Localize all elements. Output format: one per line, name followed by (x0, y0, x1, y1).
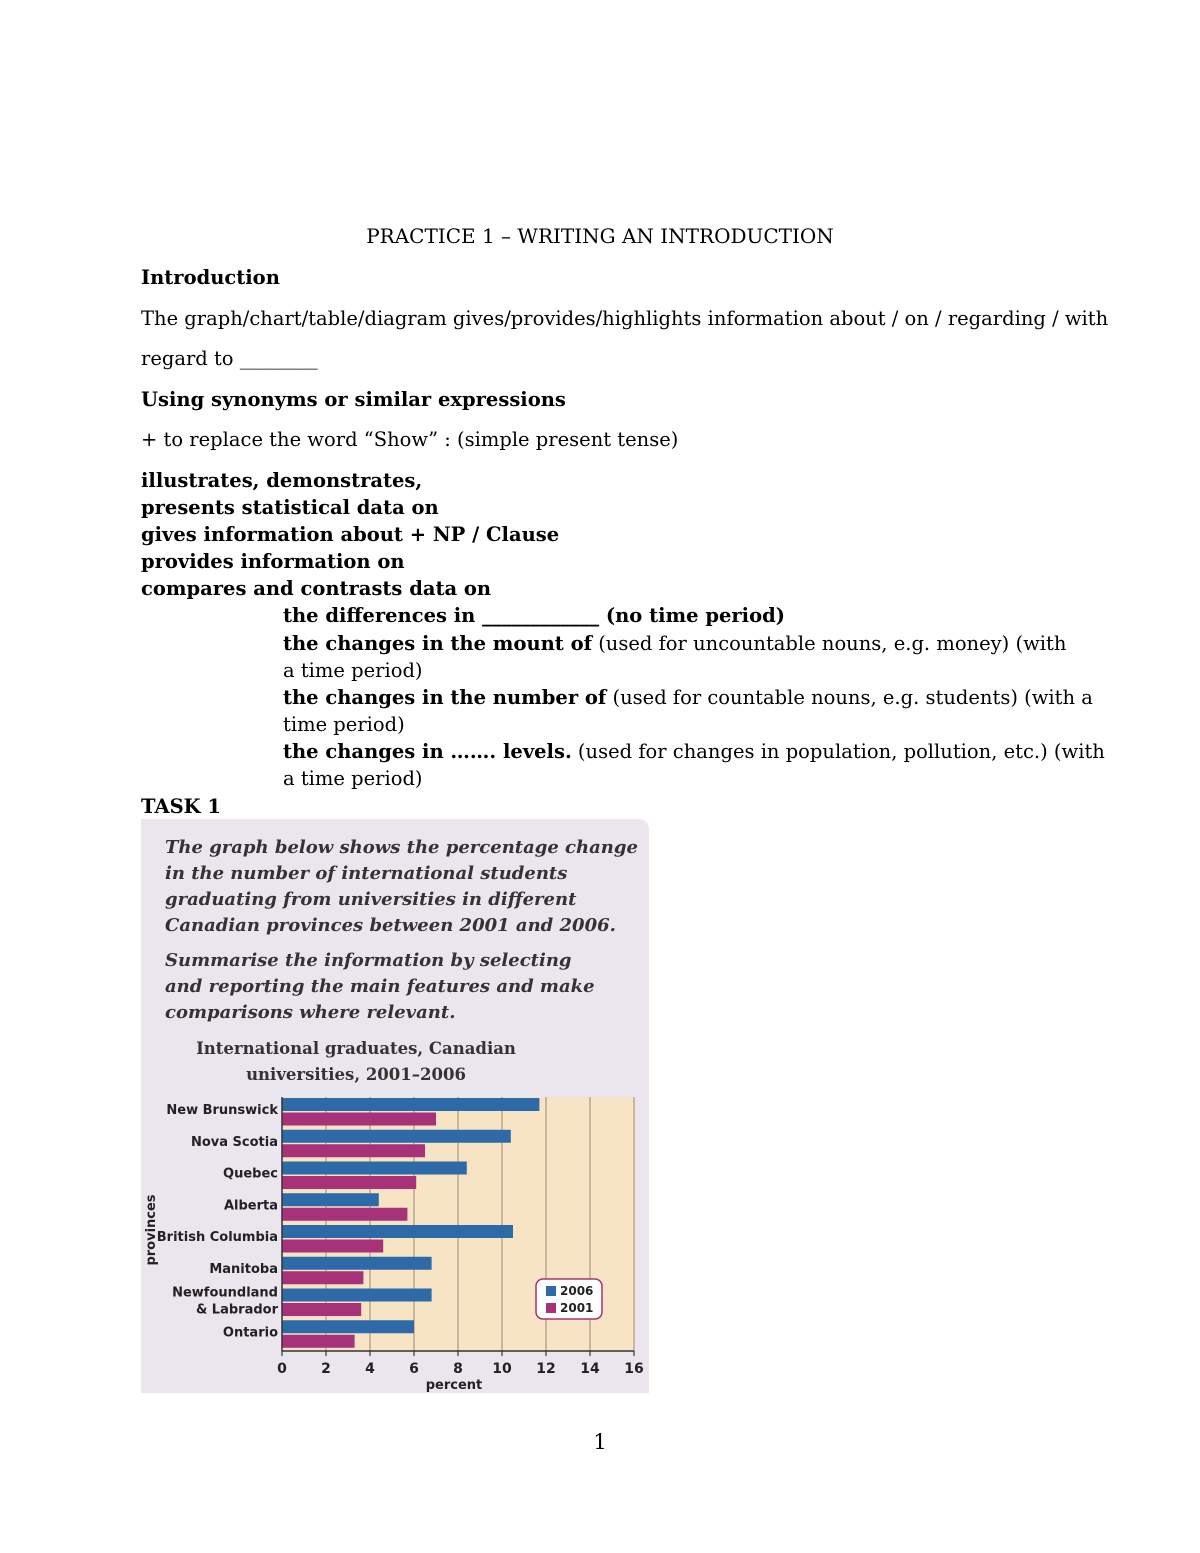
bar-2001 (282, 1303, 361, 1316)
category-label: Manitoba (209, 1261, 278, 1277)
sub-item-bold: the differences in ____________ (no time period) (283, 604, 785, 627)
sub-item-bold: the changes in the mount of (283, 632, 592, 655)
bar-2006 (282, 1257, 432, 1270)
legend-swatch (546, 1303, 556, 1313)
x-tick-label: 12 (536, 1361, 556, 1377)
sub-item-cont: a time period) (283, 767, 423, 790)
sub-item-cont: time period) (283, 713, 405, 736)
bar-2001 (282, 1113, 436, 1126)
bar-2001 (282, 1335, 355, 1348)
x-tick-label: 4 (365, 1361, 375, 1377)
page-number: 1 (593, 1430, 607, 1454)
page-title: PRACTICE 1 – WRITING AN INTRODUCTION (366, 224, 834, 248)
task-prompt-line: graduating from universities in different (165, 889, 577, 910)
synonyms-heading: Using synonyms or similar expressions (141, 388, 566, 411)
category-label: Quebec (223, 1166, 278, 1182)
intro-heading: Introduction (141, 266, 280, 289)
x-tick-label: 8 (453, 1361, 463, 1377)
bar-2006 (282, 1225, 513, 1238)
category-label: Alberta (223, 1198, 278, 1214)
legend-label: 2006 (560, 1284, 594, 1298)
sub-item (283, 604, 785, 627)
bar-2001 (282, 1271, 363, 1284)
task-prompt-line: in the number of international students (165, 863, 568, 884)
x-tick-label: 16 (624, 1361, 644, 1377)
sub-item (283, 686, 1093, 709)
bar-2006 (282, 1320, 414, 1333)
task-prompt-line: comparisons where relevant. (165, 1002, 456, 1023)
y-axis-label: provinces (144, 1194, 159, 1266)
intro-line-2: regard to ________ (141, 347, 318, 370)
phrase-item: presents statistical data on (141, 496, 439, 519)
chart-title-line: universities, 2001–2006 (246, 1065, 466, 1084)
sub-item (283, 740, 1105, 763)
sub-item-rest: (used for changes in population, pollution, etc.) (with (571, 740, 1105, 763)
task-prompt-line: Summarise the information by selecting (165, 950, 572, 971)
bar-2006 (282, 1289, 432, 1302)
task-prompt-line: Canadian provinces between 2001 and 2006. (165, 915, 616, 936)
category-label: Newfoundland (172, 1285, 278, 1301)
phrase-item: gives information about + NP / Clause (141, 523, 560, 546)
x-tick-label: 6 (409, 1361, 419, 1377)
bar-2006 (282, 1193, 379, 1206)
phrase-item: compares and contrasts data on (141, 577, 492, 600)
sub-item (283, 632, 1066, 655)
category-label: British Columbia (156, 1230, 278, 1245)
sub-item-rest: (used for countable nouns, e.g. students) (with a (606, 686, 1093, 709)
bar-2006 (282, 1130, 511, 1143)
sub-item-bold: the changes in the number of (283, 686, 607, 709)
x-tick-label: 2 (321, 1361, 331, 1377)
category-label: & Labrador (195, 1302, 278, 1318)
replace-line: + to replace the word “Show” : (simple present tense) (141, 428, 679, 451)
bar-2006 (282, 1098, 539, 1111)
sub-item-bold: the changes in ……. levels. (283, 740, 572, 763)
bar-2006 (282, 1162, 467, 1175)
bar-2001 (282, 1144, 425, 1157)
intro-line-1: The graph/chart/table/diagram gives/provides/highlights information about / on / regarding / with (141, 307, 1109, 330)
legend-label: 2001 (560, 1301, 594, 1315)
chart-title-line: International graduates, Canadian (196, 1039, 516, 1058)
legend-swatch (546, 1286, 556, 1296)
task-image (141, 819, 649, 1393)
task-prompt-line: and reporting the main features and make (165, 976, 595, 997)
phrase-item: illustrates, demonstrates, (141, 469, 423, 492)
sub-item-cont: a time period) (283, 659, 423, 682)
category-label: Ontario (222, 1325, 278, 1341)
category-label: Nova Scotia (190, 1134, 278, 1150)
x-tick-label: 14 (580, 1361, 600, 1377)
bar-2001 (282, 1176, 416, 1189)
task-heading: TASK 1 (141, 795, 221, 818)
x-tick-label: 10 (492, 1361, 512, 1377)
bar-2001 (282, 1208, 407, 1221)
bar-2001 (282, 1240, 383, 1253)
sub-item-rest: (used for uncountable nouns, e.g. money) (with (592, 632, 1067, 655)
x-axis-label: percent (425, 1378, 483, 1393)
task-prompt-line: The graph below shows the percentage change (165, 837, 638, 858)
category-label: New Brunswick (166, 1103, 278, 1118)
phrase-item: provides information on (141, 550, 405, 573)
x-tick-label: 0 (277, 1361, 287, 1377)
bar-chart (141, 819, 649, 1393)
